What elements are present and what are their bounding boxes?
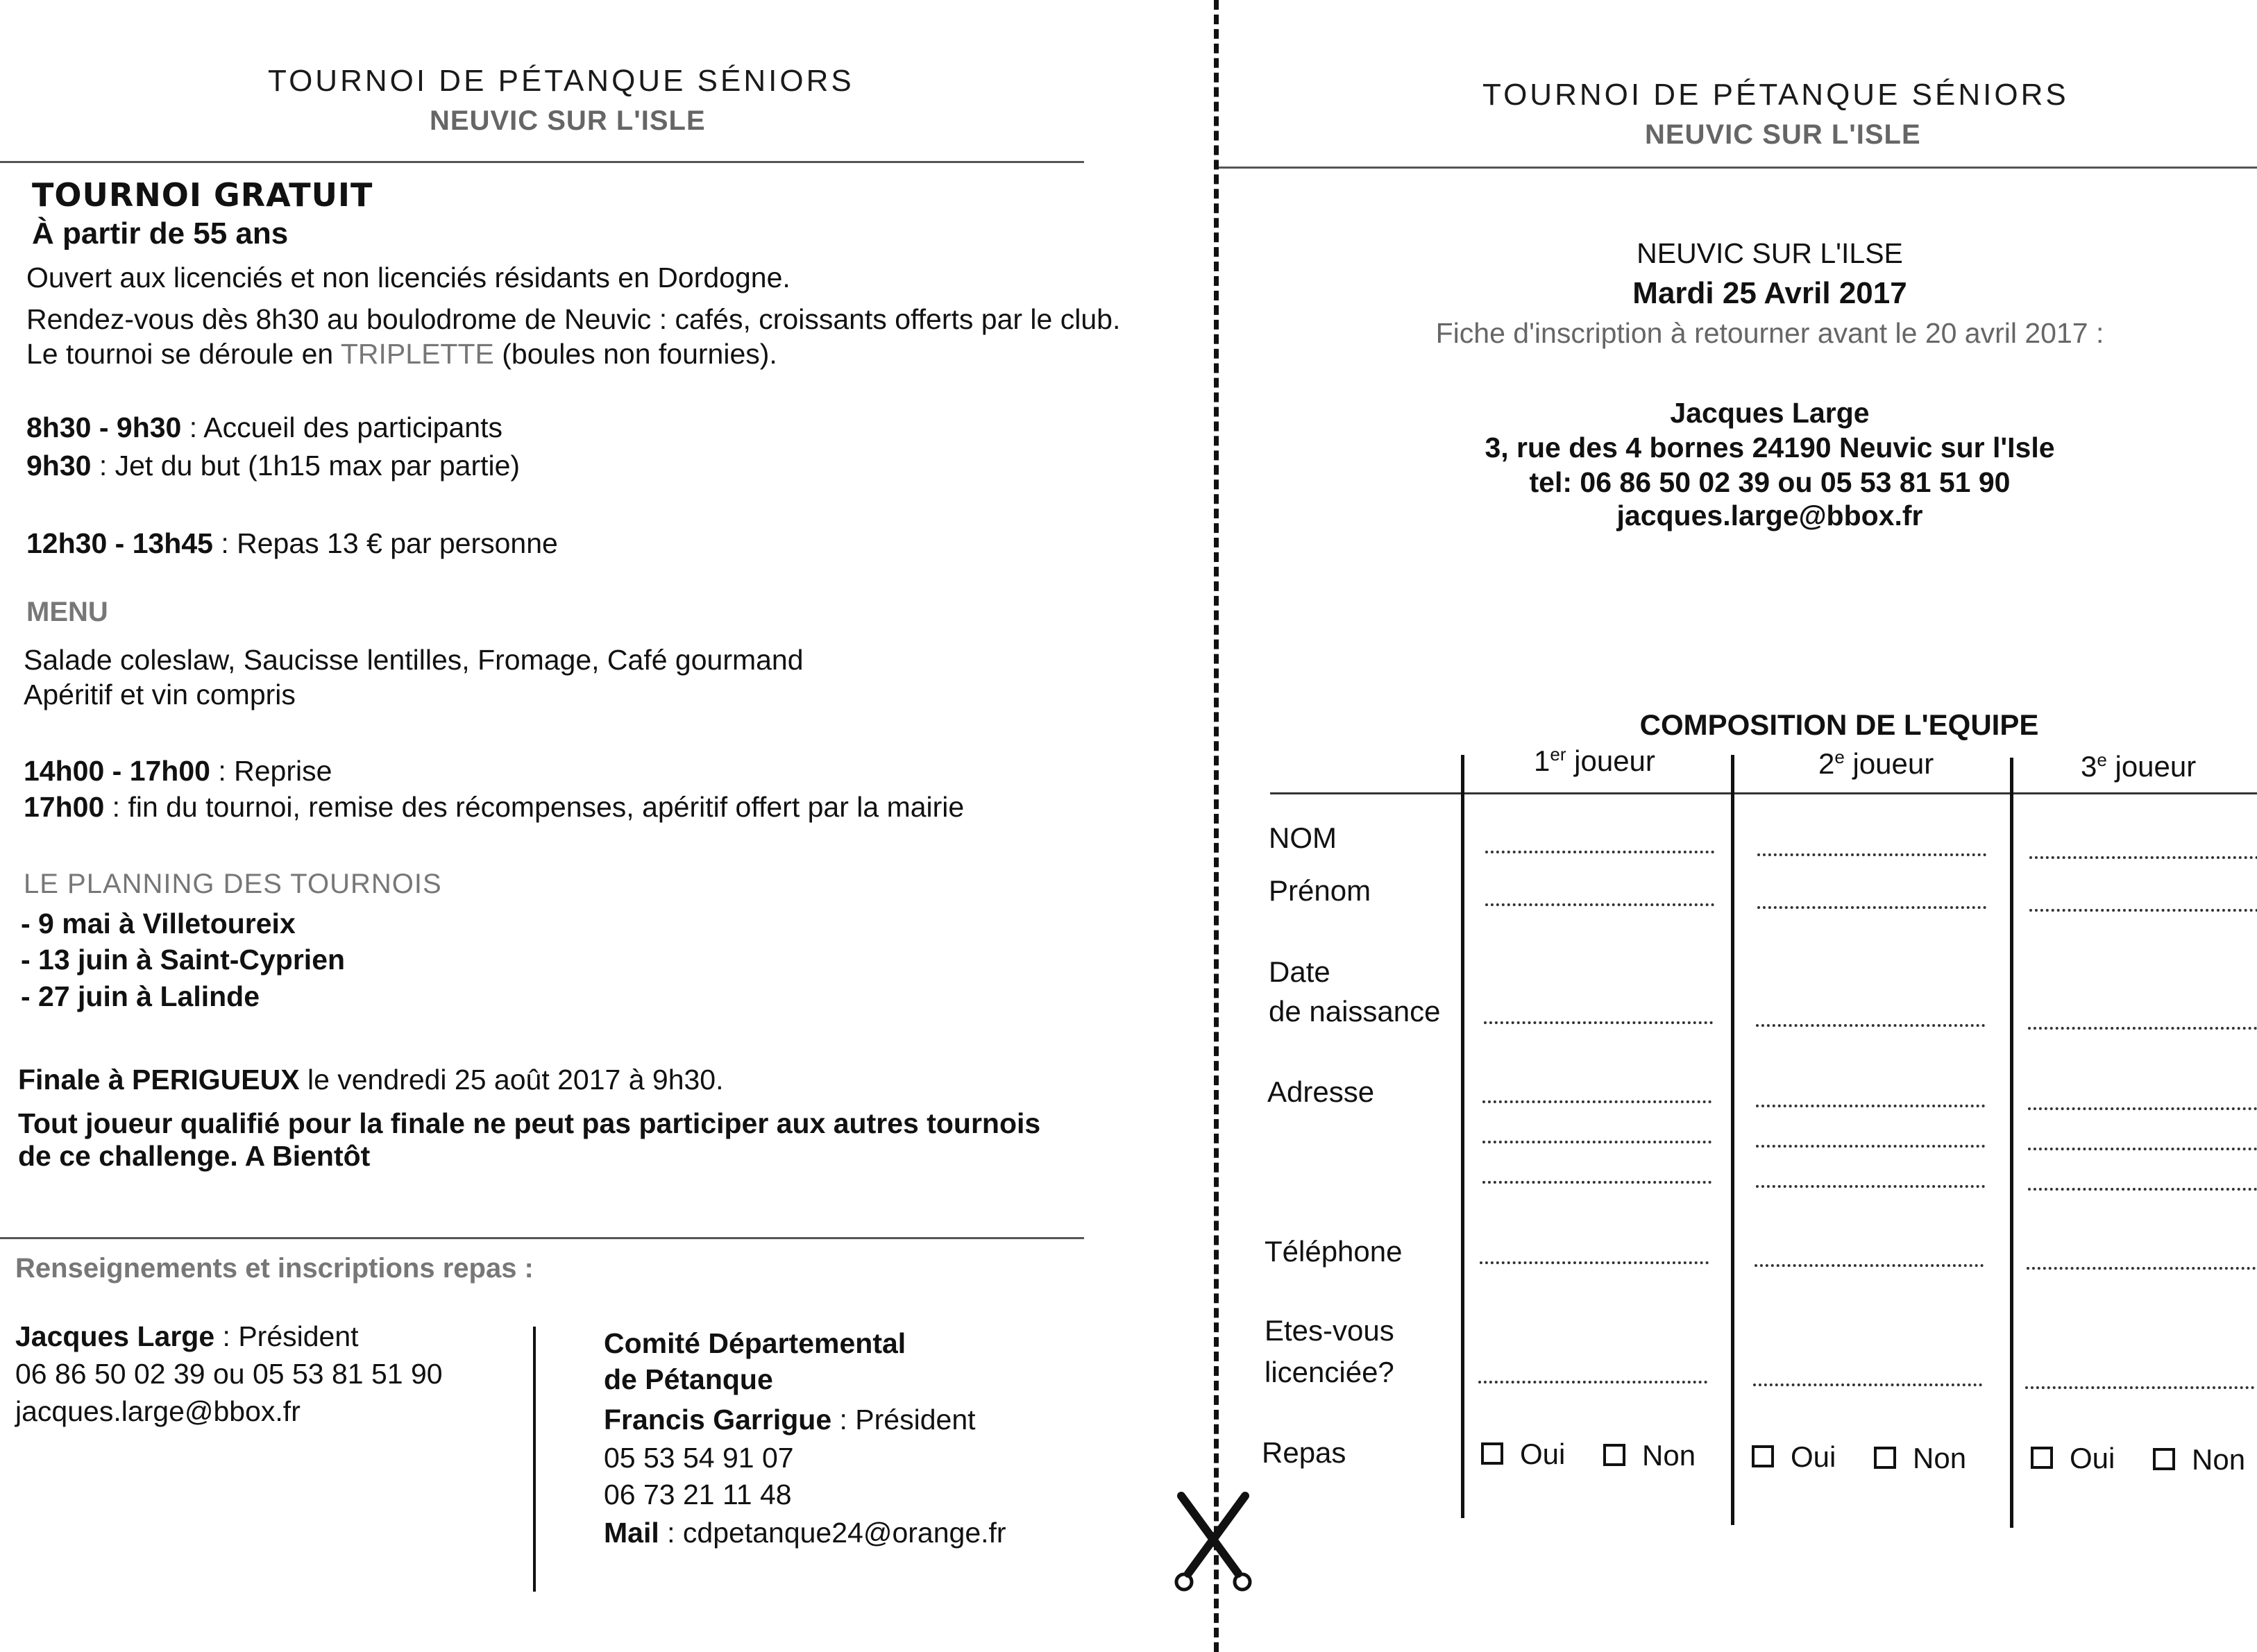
nom-field-p3[interactable]	[2029, 856, 2257, 859]
menu-line-1: Salade coleslaw, Saucisse lentilles, Fromage, Café gourmand	[24, 644, 804, 676]
address-phone: tel: 06 86 50 02 39 ou 05 53 81 51 90	[1529, 466, 2011, 498]
repas-non-p3[interactable]: Non	[2153, 1440, 2245, 1479]
label-nom: NOM	[1269, 821, 1337, 854]
adresse-field-p3[interactable]	[2028, 1148, 2257, 1150]
adresse-field-p3[interactable]	[2028, 1107, 2257, 1110]
schedule-jet: 9h30 : Jet du but (1h15 max par partie)	[26, 450, 521, 482]
left-header-divider	[0, 161, 1084, 163]
adresse-field-p3[interactable]	[2028, 1188, 2257, 1191]
prenom-field-p1[interactable]	[1485, 903, 1714, 906]
planning-item: - 13 juin à Saint-Cyprien	[21, 944, 346, 976]
adresse-field-p1[interactable]	[1482, 1181, 1711, 1184]
left-header-subtitle: NEUVIC SUR L'ISLE	[430, 105, 706, 136]
label-date-2: de naissance	[1269, 995, 1441, 1028]
contact-2-name: Francis Garrigue : Président	[604, 1404, 976, 1436]
repas-oui-p2[interactable]: Oui	[1752, 1438, 1836, 1476]
contact-1-email[interactable]: jacques.large@bbox.fr	[15, 1395, 301, 1427]
adresse-field-p1[interactable]	[1482, 1100, 1711, 1103]
player-3-header: 3e joueur	[2081, 749, 2197, 783]
triplette-label: TRIPLETTE	[340, 338, 494, 370]
nom-field-p2[interactable]	[1757, 853, 1986, 856]
adresse-field-p2[interactable]	[1756, 1105, 1985, 1107]
planning-item: - 27 juin à Lalinde	[21, 980, 260, 1012]
planning-title: LE PLANNING DES TOURNOIS	[24, 869, 442, 899]
checkbox-icon[interactable]	[1752, 1445, 1774, 1467]
adresse-field-p2[interactable]	[1756, 1185, 1985, 1188]
checkbox-icon[interactable]	[2153, 1448, 2175, 1470]
schedule-reprise: 14h00 - 17h00 : Reprise	[24, 755, 332, 787]
player-1-header: 1er joueur	[1534, 744, 1655, 777]
repas-non-p2[interactable]: Non	[1874, 1439, 1966, 1478]
nom-field-p1[interactable]	[1485, 851, 1714, 853]
left-header-title: TOURNOI DE PÉTANQUE SÉNIORS	[268, 64, 854, 98]
repas-oui-p1[interactable]: Oui	[1481, 1435, 1565, 1474]
cut-line	[1214, 0, 1219, 1652]
date-field-p3[interactable]	[2028, 1027, 2257, 1030]
label-adresse: Adresse	[1267, 1075, 1375, 1108]
prenom-field-p3[interactable]	[2029, 909, 2257, 912]
event-place: NEUVIC SUR L'ILSE	[1637, 237, 1903, 269]
intro-line-2: Rendez-vous dès 8h30 au boulodrome de Neuvic : cafés, croissants offerts par le club.	[26, 303, 1121, 335]
intro-line-1: Ouvert aux licenciés et non licenciés résidants en Dordogne.	[26, 262, 791, 293]
column-divider	[2010, 758, 2013, 1528]
contact-2-phone: 06 73 21 11 48	[604, 1479, 792, 1510]
checkbox-icon[interactable]	[1481, 1442, 1503, 1465]
contact-1-name: Jacques Large : Président	[15, 1320, 359, 1352]
label-repas: Repas	[1262, 1436, 1346, 1469]
column-divider	[1461, 755, 1464, 1518]
tournoi-gratuit-heading: TOURNOI GRATUIT	[32, 176, 373, 214]
date-field-p2[interactable]	[1756, 1024, 1985, 1027]
contact-1-phone: 06 86 50 02 39 ou 05 53 81 51 90	[15, 1358, 443, 1390]
adresse-field-p2[interactable]	[1756, 1145, 1985, 1148]
finale-line: Finale à PERIGUEUX le vendredi 25 août 2017 à 9h30.	[18, 1064, 724, 1096]
contact-divider	[533, 1327, 536, 1592]
telephone-field-p3[interactable]	[2027, 1267, 2256, 1270]
label-licence: Etes-vous	[1265, 1314, 1394, 1347]
scissors-icon	[1167, 1490, 1259, 1594]
table-header-divider	[1270, 792, 2257, 794]
licence-field-p3[interactable]	[2025, 1386, 2254, 1389]
right-header-subtitle: NEUVIC SUR L'ISLE	[1645, 119, 1921, 150]
licence-field-p1[interactable]	[1478, 1381, 1707, 1383]
planning-item: - 9 mai à Villetoureix	[21, 908, 296, 939]
checkbox-icon[interactable]	[1603, 1444, 1625, 1466]
fiche-deadline: Fiche d'inscription à retourner avant le 20 avril 2017 :	[1435, 317, 2104, 349]
address-email[interactable]: jacques.large@bbox.fr	[1616, 500, 1923, 531]
checkbox-icon[interactable]	[1874, 1447, 1896, 1469]
qualif-line-1: Tout joueur qualifié pour la finale ne peut pas participer aux autres tournois	[18, 1107, 1041, 1139]
intro-line-3: Le tournoi se déroule en TRIPLETTE (boules non fournies).	[26, 338, 777, 370]
telephone-field-p2[interactable]	[1755, 1264, 1984, 1267]
age-heading: À partir de 55 ans	[32, 216, 289, 250]
adresse-field-p1[interactable]	[1482, 1141, 1711, 1143]
address-name: Jacques Large	[1670, 397, 1870, 429]
schedule-repas: 12h30 - 13h45 : Repas 13 € par personne	[26, 527, 558, 559]
player-2-header: 2e joueur	[1818, 747, 1934, 780]
menu-title: MENU	[26, 597, 108, 627]
label-licence-2: licenciée?	[1265, 1356, 1394, 1388]
left-footer-divider	[0, 1237, 1084, 1239]
label-prenom: Prénom	[1269, 874, 1371, 907]
label-telephone: Téléphone	[1265, 1235, 1403, 1268]
repas-oui-p3[interactable]: Oui	[2031, 1439, 2115, 1478]
right-header-title: TOURNOI DE PÉTANQUE SÉNIORS	[1482, 78, 2069, 112]
comite-line-1: Comité Départemental	[604, 1327, 906, 1359]
column-divider	[1731, 755, 1734, 1525]
schedule-accueil: 8h30 - 9h30 : Accueil des participants	[26, 411, 502, 443]
prenom-field-p2[interactable]	[1757, 906, 1986, 909]
repas-non-p1[interactable]: Non	[1603, 1436, 1696, 1475]
checkbox-icon[interactable]	[2031, 1447, 2053, 1469]
licence-field-p2[interactable]	[1753, 1383, 1982, 1386]
comite-line-2: de Pétanque	[604, 1363, 773, 1395]
label-date: Date	[1269, 955, 1330, 988]
telephone-field-p1[interactable]	[1480, 1261, 1709, 1264]
menu-line-2: Apéritif et vin compris	[24, 679, 296, 710]
composition-title: COMPOSITION DE L'EQUIPE	[1639, 708, 2039, 741]
event-date: Mardi 25 Avril 2017	[1632, 276, 1907, 310]
renseignements-label: Renseignements et inscriptions repas :	[15, 1253, 534, 1284]
qualif-line-2: de ce challenge. A Bientôt	[18, 1140, 371, 1172]
contact-2-email[interactable]: Mail : cdpetanque24@orange.fr	[604, 1517, 1006, 1549]
contact-2-phone: 05 53 54 91 07	[604, 1442, 794, 1474]
schedule-fin: 17h00 : fin du tournoi, remise des récompenses, apéritif offert par la mairie	[24, 791, 965, 823]
right-header-divider	[1219, 167, 2257, 169]
address-street: 3, rue des 4 bornes 24190 Neuvic sur l'Isle	[1485, 432, 2055, 463]
date-field-p1[interactable]	[1484, 1021, 1713, 1024]
